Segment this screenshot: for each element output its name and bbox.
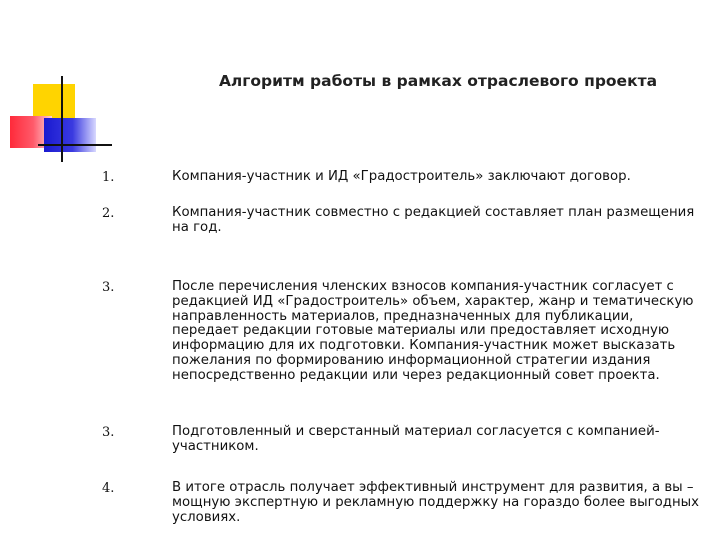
vertical-line [61,76,63,162]
item-number: 2. [102,206,115,221]
item-number: 3. [102,280,115,295]
item-number: 4. [102,481,115,496]
item-number: 1. [102,170,115,185]
item-number: 3. [102,425,115,440]
item-text: В итоге отрасль получает эффективный инструмент для развития, а вы – мощную экспертную и рекламную поддержку на гораздо более выгодных условиях. [172,480,700,525]
item-text: Компания-участник совместно с редакцией составляет план размещения на год. [172,205,695,235]
item-text: Подготовленный и сверстанный материал согласуется с компанией-участником. [172,424,660,454]
item-text: Компания-участник и ИД «Градостроитель» заключают договор. [172,169,631,184]
blue-square-icon [44,118,96,152]
page-title: Алгоритм работы в рамках отраслевого проекта [218,72,658,90]
horizontal-line [38,144,112,146]
item-text: После перечисления членских взносов компания-участник согласует с редакцией ИД «Градостроитель» объем, характер, жанр и тематическую направленность материалов, предназначенных для публикации, передает редакции готовые материалы или предоставляет исходную информацию для их подготовки. Компания-участник может высказать пожелания по формированию информационной стратегии издания непосредственно редакции или через редакционный совет проекта. [172,279,694,383]
decorative-logo [0,0,120,170]
